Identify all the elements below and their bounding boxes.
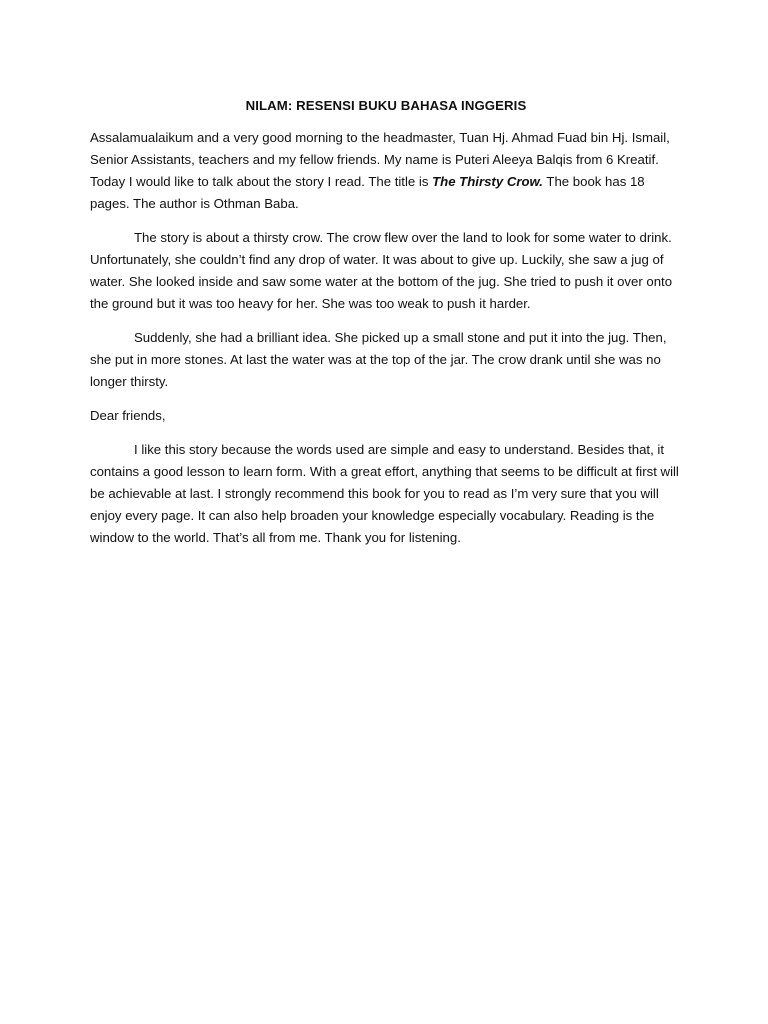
document-title: NILAM: RESENSI BUKU BAHASA INGGERIS	[245, 98, 527, 113]
closing-paragraph: I like this story because the words used are simple and easy to understand. Besides that, it contains a good lesson to learn form. With a great effort, anything that seems to be difficult at first will be achievable at last. I strongly recommend this book for you to read as I’m very sure that you will enjoy every page. It can also help broaden your knowledge especially vocabulary. Reading is the window to the world. That’s all from me. Thank you for listening.	[90, 442, 679, 545]
story-paragraph: The story is about a thirsty crow. The crow flew over the land to look for some water to drink. Unfortunately, she couldn’t find any drop of water. It was about to give up. Luckily, she saw a jug of water. She looked inside and saw some water at the bottom of the jug. She tried to push it over onto the ground but it was too heavy for her. She was too weak to push it harder.	[90, 230, 673, 311]
intro-text-after-title: The book has 18 pages. The author is Othman Baba.	[90, 174, 645, 211]
idea-paragraph: Suddenly, she had a brilliant idea. She picked up a small stone and put it into the jug. Then, she put in more stones. At last the water was at the top of the jar. The crow drank until she was no longer thirsty.	[90, 330, 667, 389]
intro-paragraph	[90, 127, 682, 215]
book-title: The Thirsty Crow.	[432, 174, 543, 189]
salutation: Dear friends,	[90, 408, 166, 423]
intro-text-before-title: Assalamualaikum and a very good morning to the headmaster, Tuan Hj. Ahmad Fuad bin Hj. Ismail, Senior Assistants, teachers and my fellow friends. My name is Puteri Aleeya Balqis from 6 Kreatif. Today I would like to talk about the story I read. The title is	[90, 130, 670, 189]
document-body	[90, 95, 682, 561]
